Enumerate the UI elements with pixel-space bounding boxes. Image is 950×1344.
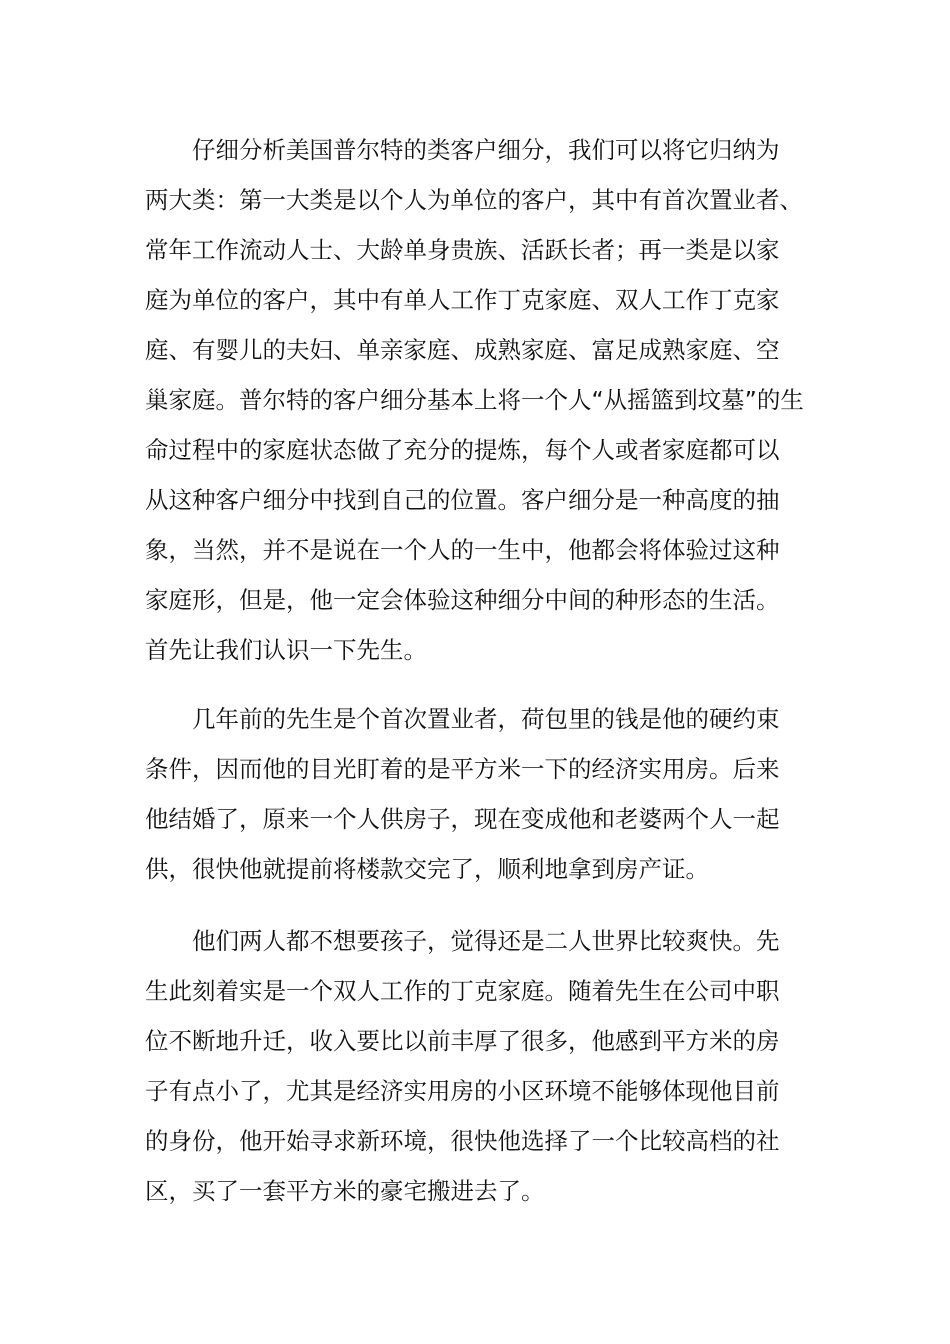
text-line: 位不断地升迁，收入要比以前丰厚了很多，他感到平方米的房: [145, 1027, 780, 1055]
text-line: 子有点小了，尤其是经济实用房的小区环境不能够体现他目前: [145, 1077, 780, 1105]
text-line: 区，买了一套平方米的豪宅搬进去了。: [145, 1177, 545, 1205]
text-line: 庭为单位的客户，其中有单人工作丁克家庭、双人工作丁克家: [145, 286, 780, 314]
text-line: 庭、有婴儿的夫妇、单亲家庭、成熟家庭、富足成熟家庭、空: [145, 336, 780, 364]
text-line: 的身份，他开始寻求新环境，很快他选择了一个比较高档的社: [145, 1127, 780, 1155]
text-line: 命过程中的家庭状态做了充分的提炼，每个人或者家庭都可以: [145, 436, 780, 464]
text-line: 家庭形，但是，他一定会体验这种细分中间的种形态的生活。: [145, 586, 780, 614]
text-line: 他结婚了，原来一个人供房子，现在变成他和老婆两个人一起: [145, 805, 780, 833]
paragraph-2: [145, 694, 815, 894]
text-line: 供，很快他就提前将楼款交完了，顺利地拿到房产证。: [145, 855, 709, 883]
text-line: 条件，因而他的目光盯着的是平方米一下的经济实用房。后来: [145, 755, 780, 783]
text-line: 他们两人都不想要孩子，觉得还是二人世界比较爽快。先: [192, 927, 780, 955]
paragraph-3: [145, 916, 815, 1216]
text-line: 几年前的先生是个首次置业者，荷包里的钱是他的硬约束: [192, 705, 780, 733]
text-line: 象，当然，并不是说在一个人的一生中，他都会将体验过这种: [145, 536, 780, 564]
text-line: 首先让我们认识一下先生。: [145, 636, 427, 664]
text-line: 常年工作流动人士、大龄单身贵族、活跃长者；再一类是以家: [145, 236, 780, 264]
paragraph-1: [145, 125, 815, 675]
text-line: 生此刻着实是一个双人工作的丁克家庭。随着先生在公司中职: [145, 977, 780, 1005]
text-line: 巢家庭。普尔特的客户细分基本上将一个人“从摇篮到坟墓”的生: [145, 386, 804, 414]
text-line: 从这种客户细分中找到自己的位置。客户细分是一种高度的抽: [145, 486, 780, 514]
text-line: 两大类：第一大类是以个人为单位的客户，其中有首次置业者、: [145, 186, 803, 214]
text-line: 仔细分析美国普尔特的类客户细分，我们可以将它归纳为: [192, 136, 780, 164]
